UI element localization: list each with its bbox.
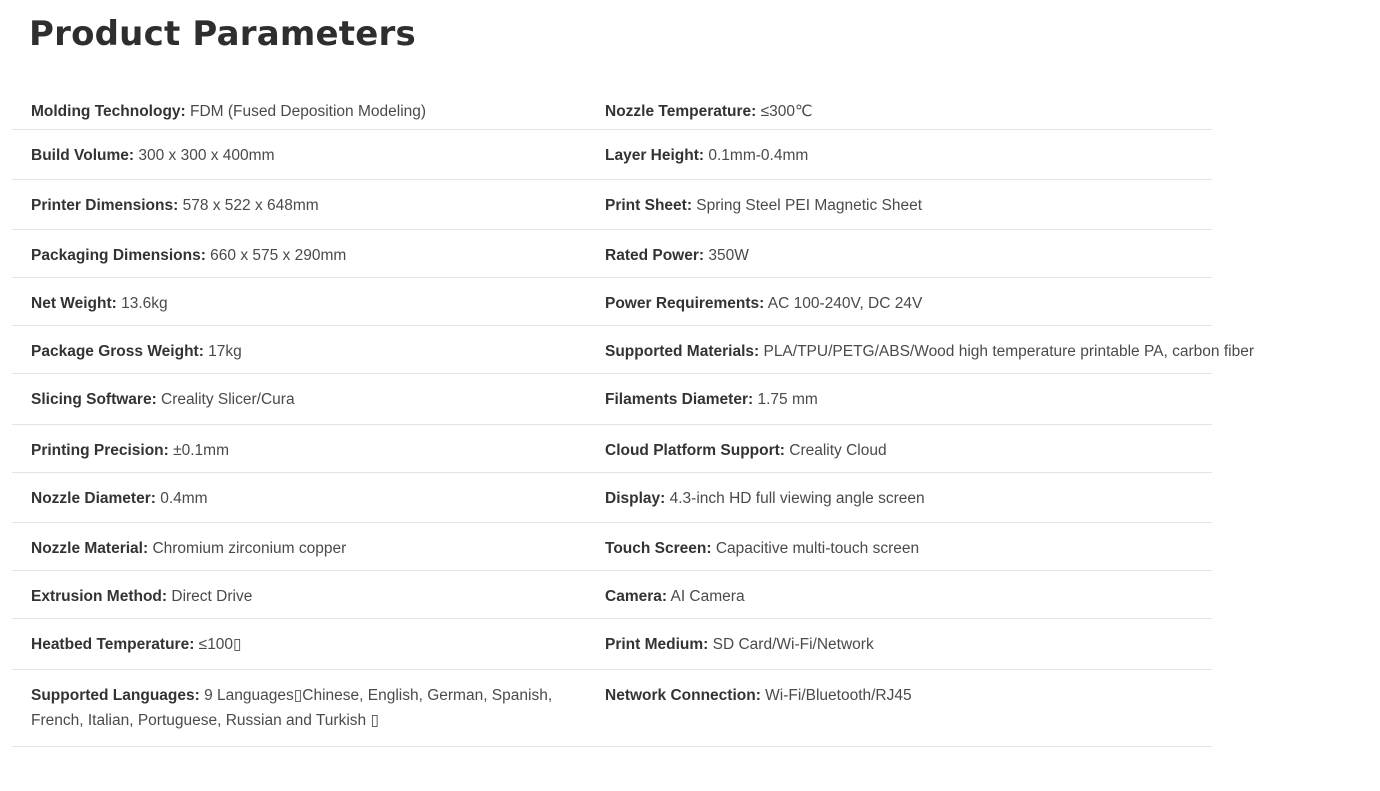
spec-item-supported-languages bbox=[31, 683, 571, 733]
spec-item-slicing-software bbox=[31, 387, 571, 412]
spec-label: Build Volume: bbox=[31, 147, 135, 164]
spec-value: 350W bbox=[704, 247, 749, 264]
spec-label: Print Medium: bbox=[605, 636, 709, 653]
spec-value: Wi-Fi/Bluetooth/RJ45 bbox=[760, 687, 912, 704]
spec-item-touch-screen bbox=[605, 536, 919, 561]
spec-label: Heatbed Temperature: bbox=[31, 636, 195, 653]
spec-item-nozzle-material bbox=[31, 536, 571, 561]
spec-item-net-weight bbox=[31, 291, 571, 316]
spec-label: Layer Height: bbox=[605, 147, 705, 164]
spec-item-heatbed-temperature bbox=[31, 632, 571, 657]
spec-value: ±0.1mm bbox=[168, 442, 229, 459]
spec-item-extrusion-method bbox=[31, 584, 571, 609]
spec-value: Spring Steel PEI Magnetic Sheet bbox=[691, 197, 923, 214]
spec-value: 660 x 575 x 290mm bbox=[205, 247, 347, 264]
spec-item-power-requirements bbox=[605, 291, 922, 316]
spec-item-print-medium bbox=[605, 632, 874, 657]
spec-row bbox=[12, 86, 1212, 130]
spec-value: SD Card/Wi-Fi/Network bbox=[708, 636, 874, 653]
spec-value: PLA/TPU/PETG/ABS/Wood high temperature printable PA, carbon fiber bbox=[759, 343, 1254, 360]
spec-label: Supported Materials: bbox=[605, 343, 760, 360]
spec-label: Net Weight: bbox=[31, 295, 117, 312]
spec-item-supported-materials bbox=[605, 339, 1254, 364]
spec-value: ≤100▯ bbox=[194, 636, 242, 653]
spec-label: Nozzle Temperature: bbox=[605, 103, 757, 120]
spec-value: 13.6kg bbox=[116, 295, 168, 312]
spec-label: Filaments Diameter: bbox=[605, 391, 754, 408]
spec-item-filaments-diameter bbox=[605, 387, 818, 412]
spec-row bbox=[12, 180, 1212, 230]
spec-item-cloud-platform-support bbox=[605, 438, 887, 463]
spec-item-nozzle-diameter bbox=[31, 486, 571, 511]
spec-value: Creality Cloud bbox=[784, 442, 887, 459]
spec-item-printer-dimensions bbox=[31, 193, 571, 218]
spec-label: Molding Technology: bbox=[31, 103, 186, 120]
spec-item-build-volume bbox=[31, 143, 571, 168]
spec-label: Nozzle Diameter: bbox=[31, 490, 156, 507]
spec-row bbox=[12, 278, 1212, 326]
spec-value: 9 Languages▯Chinese, English, German, Spanish, French, Italian, Portuguese, Russian and Turkish ▯ bbox=[31, 687, 553, 729]
spec-value: Chromium zirconium copper bbox=[148, 540, 347, 557]
spec-item-nozzle-temperature bbox=[605, 99, 812, 124]
spec-label: Print Sheet: bbox=[605, 197, 692, 214]
spec-label: Power Requirements: bbox=[605, 295, 765, 312]
spec-row bbox=[12, 326, 1254, 374]
spec-row bbox=[12, 130, 1212, 180]
page-title: Product Parameters bbox=[29, 14, 416, 54]
spec-item-camera bbox=[605, 584, 745, 609]
spec-label: Display: bbox=[605, 490, 666, 507]
spec-item-molding-technology bbox=[31, 99, 571, 124]
spec-value: 578 x 522 x 648mm bbox=[178, 197, 319, 214]
spec-label: Printer Dimensions: bbox=[31, 197, 179, 214]
spec-value: Direct Drive bbox=[167, 588, 253, 605]
spec-value: 300 x 300 x 400mm bbox=[134, 147, 275, 164]
spec-label: Supported Languages: bbox=[31, 687, 200, 704]
spec-value: FDM (Fused Deposition Modeling) bbox=[185, 103, 427, 120]
spec-label: Nozzle Material: bbox=[31, 540, 149, 557]
spec-value: AI Camera bbox=[667, 588, 745, 605]
spec-row bbox=[12, 523, 1212, 571]
spec-item-print-sheet bbox=[605, 193, 922, 218]
spec-row bbox=[12, 619, 1212, 670]
spec-item-printing-precision bbox=[31, 438, 571, 463]
spec-row bbox=[12, 571, 1212, 619]
spec-row bbox=[12, 425, 1212, 473]
spec-value: 0.4mm bbox=[155, 490, 208, 507]
spec-label: Extrusion Method: bbox=[31, 588, 168, 605]
spec-label: Touch Screen: bbox=[605, 540, 712, 557]
spec-label: Printing Precision: bbox=[31, 442, 169, 459]
spec-item-layer-height bbox=[605, 143, 808, 168]
spec-label: Network Connection: bbox=[605, 687, 761, 704]
spec-value: Creality Slicer/Cura bbox=[156, 391, 295, 408]
spec-label: Packaging Dimensions: bbox=[31, 247, 206, 264]
spec-item-network-connection bbox=[605, 683, 912, 708]
spec-value: Capacitive multi-touch screen bbox=[711, 540, 920, 557]
spec-row bbox=[12, 230, 1212, 278]
spec-value: 0.1mm-0.4mm bbox=[704, 147, 809, 164]
spec-item-rated-power bbox=[605, 243, 749, 268]
spec-label: Package Gross Weight: bbox=[31, 343, 204, 360]
spec-value: ≤300℃ bbox=[756, 103, 813, 120]
spec-item-display bbox=[605, 486, 925, 511]
spec-value: 4.3-inch HD full viewing angle screen bbox=[665, 490, 925, 507]
spec-row bbox=[12, 374, 1212, 425]
spec-table bbox=[12, 86, 1254, 747]
spec-value: 1.75 mm bbox=[753, 391, 818, 408]
spec-item-package-gross-weight bbox=[31, 339, 571, 364]
spec-value: AC 100-240V, DC 24V bbox=[764, 295, 923, 312]
spec-item-packaging-dimensions bbox=[31, 243, 571, 268]
spec-label: Cloud Platform Support: bbox=[605, 442, 785, 459]
spec-label: Rated Power: bbox=[605, 247, 705, 264]
spec-label: Camera: bbox=[605, 588, 668, 605]
spec-row bbox=[12, 473, 1212, 523]
spec-value: 17kg bbox=[203, 343, 242, 360]
spec-row bbox=[12, 670, 1212, 747]
spec-label: Slicing Software: bbox=[31, 391, 157, 408]
